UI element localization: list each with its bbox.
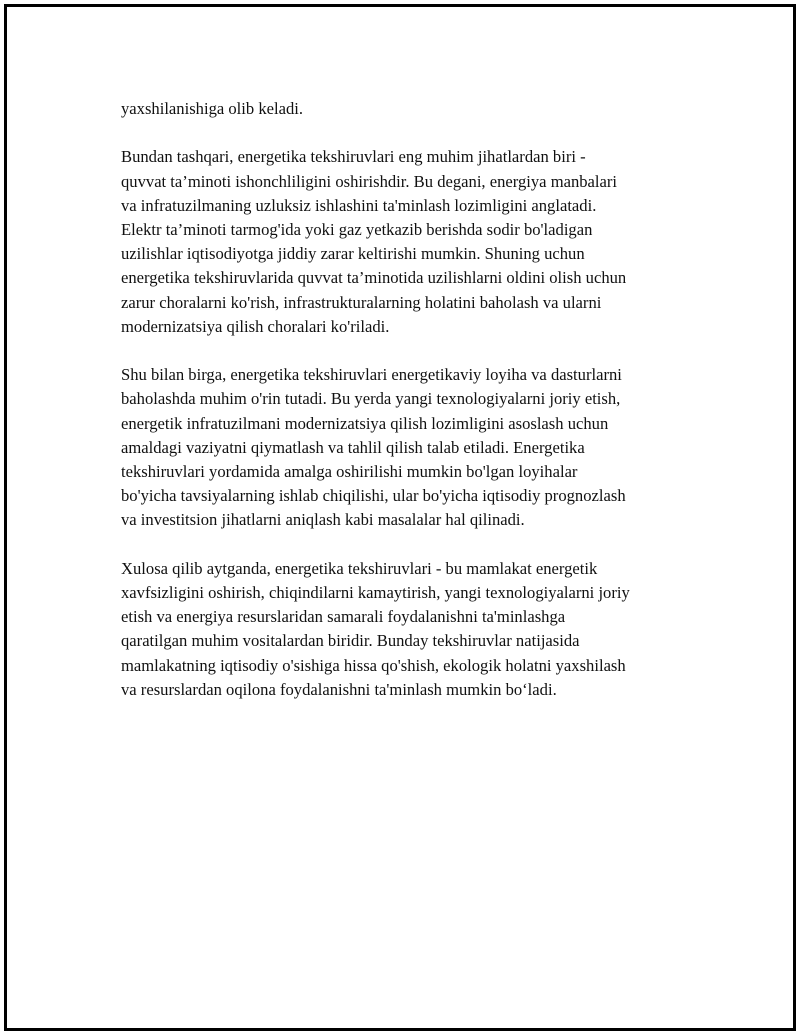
text-line: tekshiruvlari yordamida amalga oshirilishi mumkin bo'lgan loyihalar [121,462,578,482]
text-line: etish va energiya resurslaridan samarali foydalanishni ta'minlashga [121,607,566,627]
paragraph-2 [121,145,693,339]
text-line: mamlakatning iqtisodiy o'sishiga hissa qo'shish, ekologik holatni yaxshilash [121,655,626,675]
text-line: va resurslardan oqilona foydalanishni ta'minlash mumkin bo‘ladi. [121,679,557,699]
text-line: modernizatsiya qilish choralari ko'riladi. [121,316,390,336]
document-body [121,97,693,726]
text-line: Bundan tashqari, energetika tekshiruvlari eng muhim jihatlardan biri - [121,147,586,167]
text-line: Elektr ta’minoti tarmog'ida yoki gaz yetkazib berishda sodir bo'ladigan [121,220,593,239]
text-line: uzilishlar iqtisodiyotga jiddiy zarar keltirishi mumkin. Shuning uchun [121,244,585,264]
text-line: bo'yicha tavsiyalarning ishlab chiqilishi, ular bo'yicha iqtisodiy prognozlash [121,486,626,506]
text-line: quvvat ta’minoti ishonchliligini oshirishdir. Bu degani, energiya manbalari [121,171,618,191]
paragraph-3 [121,363,693,532]
text-line: energetika tekshiruvlarida quvvat ta’minotida uzilishlarni oldini olish uchun [121,268,627,288]
text-line: baholashda muhim o'rin tutadi. Bu yerda yangi texnologiyalarni joriy etish, [121,389,621,409]
text-line: xavfsizligini oshirish, chiqindilarni kamaytirish, yangi texnologiyalarni joriy [121,583,630,603]
text-line: amaldagi vaziyatni qiymatlash va tahlil qilish talab etiladi. Energetika [121,437,585,457]
text-line: zarur choralarni ko'rish, infrastrukturalarning holatini baholash va ularni [121,292,602,312]
text-line: va investitsion jihatlarni aniqlash kabi masalalar hal qilinadi. [121,510,525,530]
page-frame [4,4,796,1031]
text-line: yaxshilanishiga olib keladi. [121,99,304,118]
text-line: Shu bilan birga, energetika tekshiruvlari energetikaviy loyiha va dasturlarni [121,365,622,385]
text-line: energetik infratuzilmani modernizatsiya qilish lozimligini asoslash uchun [121,413,609,433]
text-line: Xulosa qilib aytganda, energetika tekshiruvlari - bu mamlakat energetik [121,558,598,578]
paragraph-4 [121,557,693,702]
text-line: va infratuzilmaning uzluksiz ishlashini ta'minlash lozimligini anglatadi. [121,195,597,215]
text-line: qaratilgan muhim vositalardan biridir. Bunday tekshiruvlar natijasida [121,631,580,651]
paragraph-1 [121,97,693,121]
